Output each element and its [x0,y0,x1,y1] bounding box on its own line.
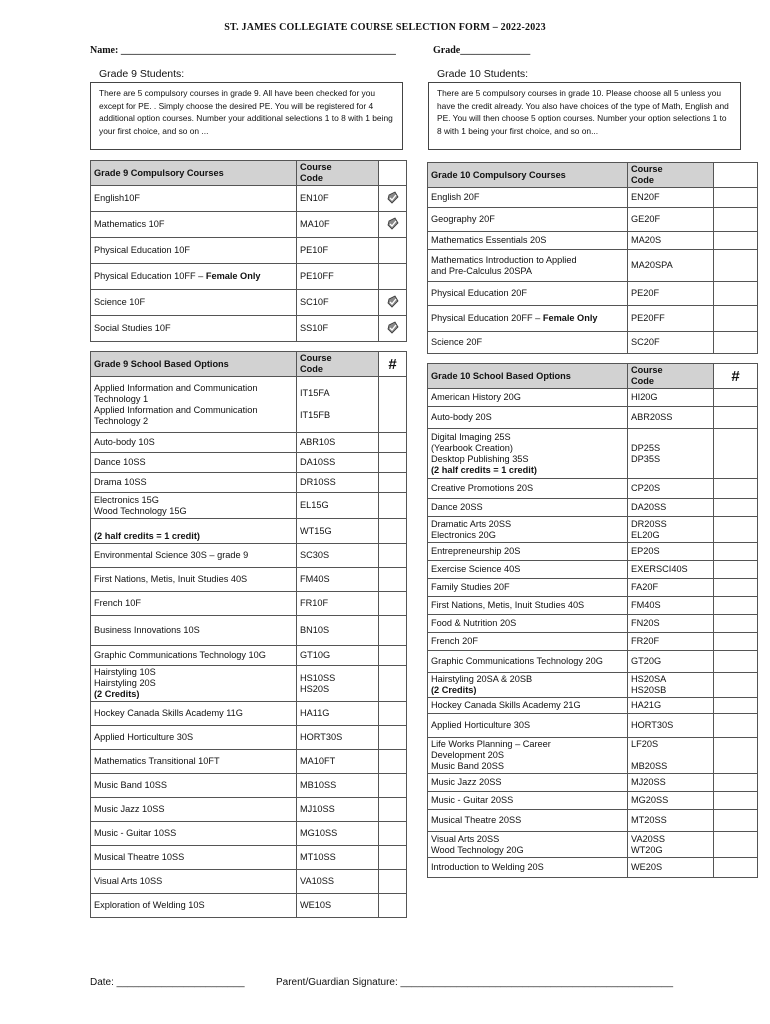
course-name: Applied Horticulture 30S [428,714,628,738]
course-code: HA21G [628,698,714,714]
options-header-row [428,364,758,389]
course-name: Music Band 10SS [91,774,297,798]
course-code: PE20FF [628,306,714,332]
option-row [91,519,407,544]
course-name: Auto-body 20S [428,407,628,429]
compulsory-header-row [428,163,758,188]
course-name: French 20F [428,633,628,651]
course-code: EN20F [628,188,714,208]
option-row [428,832,758,858]
compulsory-row [428,282,758,306]
course-code: MA10F [297,212,379,238]
course-name: Mathematics Introduction to Applied and Pre-Calculus 20SPA [428,250,628,282]
rank-input[interactable] [379,702,407,726]
course-name: Science 20F [428,332,628,354]
option-row [91,666,407,702]
compulsory-row [428,208,758,232]
rank-input[interactable] [714,517,758,543]
option-row [91,822,407,846]
option-row [91,798,407,822]
course-code: FR10F [297,592,379,616]
selection-box[interactable] [714,232,758,250]
course-code: FM40S [297,568,379,592]
options-header-row [91,352,407,377]
course-name: Hockey Canada Skills Academy 11G [91,702,297,726]
course-name: Music Jazz 10SS [91,798,297,822]
course-code: PE10F [297,238,379,264]
rank-input[interactable] [714,810,758,832]
option-row [91,750,407,774]
course-code: FR20F [628,633,714,651]
selection-box[interactable] [379,290,407,316]
option-row [91,433,407,453]
course-name: Mathematics Transitional 10FT [91,750,297,774]
grade10-heading: Grade 10 Students: [437,68,529,80]
course-code: EN10F [297,186,379,212]
course-name: Hockey Canada Skills Academy 21G [428,698,628,714]
course-code: HA11G [297,702,379,726]
course-code: DR20SS EL20G [628,517,714,543]
option-row [91,870,407,894]
course-name: Musical Theatre 20SS [428,810,628,832]
option-row [428,714,758,738]
course-name: Dramatic Arts 20SS Electronics 20G [428,517,628,543]
course-name: Hairstyling 20SA & 20SB (2 Credits) [428,673,628,698]
course-code: HORT30S [297,726,379,750]
selection-box[interactable] [714,282,758,306]
grade9-heading: Grade 9 Students: [99,68,185,80]
course-name: Mathematics 10F [91,212,297,238]
option-row [91,894,407,918]
course-name: Food & Nutrition 20S [428,615,628,633]
compulsory-row [91,212,407,238]
compulsory-row [91,316,407,342]
rank-input[interactable] [379,493,407,519]
option-row [428,633,758,651]
option-row [428,698,758,714]
signature-field[interactable]: Parent/Guardian Signature: _________________________________________________ [276,977,674,988]
course-code: FA20F [628,579,714,597]
course-name: Social Studies 10F [91,316,297,342]
course-name: Drama 10SS [91,473,297,493]
grade10-instructions: There are 5 compulsory courses in grade 10. Please choose all 5 unless you have the credit already. You also have choices of the type of Math, English and PE. You will then choose 5 option courses. Number your option selections 1 to 8 with 1 being your first choice, and so on... [428,82,741,150]
rank-input[interactable] [714,832,758,858]
course-code: MT10SS [297,846,379,870]
compulsory-header: Grade 9 Compulsory Courses [91,161,297,186]
checkmark-icon [386,191,400,205]
course-code: EL15G [297,493,379,519]
course-name: Dance 10SS [91,453,297,473]
rank-input[interactable] [379,646,407,666]
rank-input[interactable] [379,798,407,822]
grade-field[interactable]: Grade______________ [433,45,531,56]
course-code: WE20S [628,858,714,878]
course-code: BN10S [297,616,379,646]
selection-box[interactable] [714,332,758,354]
selection-box[interactable] [379,264,407,290]
option-row [428,792,758,810]
course-name: Family Studies 20F [428,579,628,597]
course-code: SC30S [297,544,379,568]
code-header: Course Code [297,352,379,377]
course-name: Graphic Communications Technology 20G [428,651,628,673]
rank-input[interactable] [379,473,407,493]
course-code: GE20F [628,208,714,232]
compulsory-row [91,264,407,290]
option-row [428,499,758,517]
course-code: MA20SPA [628,250,714,282]
course-code: HS10SS HS20S [297,666,379,702]
compulsory-row [428,332,758,354]
selection-box[interactable] [714,188,758,208]
course-code: VA10SS [297,870,379,894]
course-code: MA20S [628,232,714,250]
rank-input[interactable] [714,429,758,479]
option-row [91,846,407,870]
option-row [91,473,407,493]
option-row [428,579,758,597]
course-code: DR10SS [297,473,379,493]
grade9-instructions: There are 5 compulsory courses in grade 9. All have been checked for you except for PE. . Simply choose the desired PE. You will be registered for 4 additional option courses. Number your additional selections 1 to 8 with 1 being your first choice, and so on ... [90,82,403,150]
option-row [428,543,758,561]
rank-input[interactable] [714,858,758,878]
course-code: WE10S [297,894,379,918]
selection-box[interactable] [714,208,758,232]
grade9-course-table [90,160,407,918]
option-row [91,493,407,519]
course-code: DA20SS [628,499,714,517]
course-name: Electronics 15G Wood Technology 15G [91,493,297,519]
rank-input[interactable] [714,407,758,429]
option-row [428,673,758,698]
course-name: Hairstyling 10S Hairstyling 20S (2 Credits) [91,666,297,702]
checkmark-icon [386,321,400,335]
course-code: LF20S MB20SS [628,738,714,774]
course-name: Musical Theatre 10SS [91,846,297,870]
option-row [91,726,407,750]
selection-box[interactable] [714,250,758,282]
rank-input[interactable] [379,726,407,750]
rank-input[interactable] [379,822,407,846]
course-code: MB10SS [297,774,379,798]
option-row [91,616,407,646]
rank-input[interactable] [714,633,758,651]
code-header: Course Code [628,163,714,188]
course-name: Physical Education 10FF – Female Only [91,264,297,290]
rank-input[interactable] [379,774,407,798]
option-row [91,774,407,798]
course-code: ABR20SS [628,407,714,429]
course-name: (2 half credits = 1 credit) [91,519,297,544]
rank-input[interactable] [714,774,758,792]
course-name: Entrepreneurship 20S [428,543,628,561]
option-row [91,453,407,473]
course-name: Mathematics Essentials 20S [428,232,628,250]
compulsory-row [91,290,407,316]
course-code: HS20SA HS20SB [628,673,714,698]
checkmark-icon [386,295,400,309]
course-code: MJ20SS [628,774,714,792]
rank-input[interactable] [379,894,407,918]
course-code: FM40S [628,597,714,615]
compulsory-row [428,306,758,332]
course-name: English10F [91,186,297,212]
course-code: ABR10S [297,433,379,453]
form-title: ST. JAMES COLLEGIATE COURSE SELECTION FORM – 2022-2023 [224,22,546,33]
option-row [91,544,407,568]
course-name: Physical Education 20F [428,282,628,306]
course-code: VA20SS WT20G [628,832,714,858]
course-name: Applied Horticulture 30S [91,726,297,750]
rank-input[interactable] [379,519,407,544]
course-code: PE20F [628,282,714,306]
option-row [91,568,407,592]
course-name: Environmental Science 30S – grade 9 [91,544,297,568]
rank-input[interactable] [379,377,407,433]
rank-input[interactable] [714,479,758,499]
rank-input[interactable] [379,568,407,592]
option-row [428,389,758,407]
option-row [91,592,407,616]
option-row [428,407,758,429]
course-name: First Nations, Metis, Inuit Studies 40S [428,597,628,615]
rank-header: # [379,352,407,377]
date-field[interactable]: Date: _______________________ [90,977,245,988]
rank-input[interactable] [379,544,407,568]
option-row [428,858,758,878]
rank-input[interactable] [379,666,407,702]
course-code: MG10SS [297,822,379,846]
options-header: Grade 9 School Based Options [91,352,297,377]
compulsory-header-row [91,161,407,186]
course-code: EP20S [628,543,714,561]
option-row [428,517,758,543]
course-name: Music Jazz 20SS [428,774,628,792]
compulsory-row [91,238,407,264]
compulsory-header: Grade 10 Compulsory Courses [428,163,628,188]
course-name: Science 10F [91,290,297,316]
course-code: MT20SS [628,810,714,832]
course-name: Life Works Planning – Career Development 20S Music Band 20SS [428,738,628,774]
course-code: EXERSCI40S [628,561,714,579]
course-name: Introduction to Welding 20S [428,858,628,878]
rank-input[interactable] [714,597,758,615]
selection-box[interactable] [379,186,407,212]
course-code: WT15G [297,519,379,544]
course-name: Music - Guitar 10SS [91,822,297,846]
course-name: Visual Arts 10SS [91,870,297,894]
course-name: Business Innovations 10S [91,616,297,646]
course-code: CP20S [628,479,714,499]
course-name: American History 20G [428,389,628,407]
option-row [91,377,407,433]
course-name: Geography 20F [428,208,628,232]
rank-input[interactable] [714,543,758,561]
rank-input[interactable] [379,592,407,616]
course-code: GT10G [297,646,379,666]
option-row [428,429,758,479]
course-code: SS10F [297,316,379,342]
option-row [428,479,758,499]
rank-input[interactable] [714,561,758,579]
rank-input[interactable] [714,499,758,517]
selection-box[interactable] [379,238,407,264]
rank-input[interactable] [714,698,758,714]
course-code: PE10FF [297,264,379,290]
course-name: English 20F [428,188,628,208]
option-row [91,702,407,726]
course-code: SC20F [628,332,714,354]
rank-input[interactable] [714,389,758,407]
rank-input[interactable] [714,651,758,673]
course-code: SC10F [297,290,379,316]
rank-input[interactable] [714,673,758,698]
option-row [428,774,758,792]
course-code: MA10FT [297,750,379,774]
course-name: Physical Education 10F [91,238,297,264]
course-name: Digital Imaging 25S (Yearbook Creation) Desktop Publishing 35S (2 half credits = 1 credit) [428,429,628,479]
compulsory-row [91,186,407,212]
option-row [428,615,758,633]
rank-input[interactable] [714,714,758,738]
course-name: Auto-body 10S [91,433,297,453]
course-code: MG20SS [628,792,714,810]
selection-box[interactable] [379,212,407,238]
rank-input[interactable] [714,738,758,774]
rank-input[interactable] [714,579,758,597]
options-header: Grade 10 School Based Options [428,364,628,389]
rank-input[interactable] [714,615,758,633]
course-code: FN20S [628,615,714,633]
course-name: Physical Education 20FF – Female Only [428,306,628,332]
selection-box[interactable] [714,306,758,332]
option-row [91,646,407,666]
rank-input[interactable] [379,616,407,646]
rank-input[interactable] [379,453,407,473]
course-code: DA10SS [297,453,379,473]
course-code: MJ10SS [297,798,379,822]
option-row [428,738,758,774]
option-row [428,597,758,615]
code-header: Course Code [297,161,379,186]
course-code: GT20G [628,651,714,673]
rank-input[interactable] [379,750,407,774]
rank-header: # [714,364,758,389]
name-field[interactable]: Name: _______________________________________________________ [90,45,396,56]
course-name: Exercise Science 40S [428,561,628,579]
compulsory-row [428,232,758,250]
course-code: DP25S DP35S [628,429,714,479]
course-name: French 10F [91,592,297,616]
rank-input[interactable] [379,433,407,453]
option-row [428,561,758,579]
course-name: Music - Guitar 20SS [428,792,628,810]
course-name: Graphic Communications Technology 10G [91,646,297,666]
option-row [428,810,758,832]
course-code: HORT30S [628,714,714,738]
rank-input[interactable] [714,792,758,810]
rank-input[interactable] [379,846,407,870]
course-code: IT15FA IT15FB [297,377,379,433]
course-name: Applied Information and Communication Technology 1 Applied Information and Communication Technology 2 [91,377,297,433]
grade10-course-table [427,162,758,878]
course-name: Dance 20SS [428,499,628,517]
checkmark-icon [386,217,400,231]
selection-box[interactable] [379,316,407,342]
course-name: Creative Promotions 20S [428,479,628,499]
course-name: Visual Arts 20SS Wood Technology 20G [428,832,628,858]
rank-input[interactable] [379,870,407,894]
course-name: First Nations, Metis, Inuit Studies 40S [91,568,297,592]
code-header: Course Code [628,364,714,389]
compulsory-row [428,250,758,282]
option-row [428,651,758,673]
course-name: Exploration of Welding 10S [91,894,297,918]
compulsory-row [428,188,758,208]
course-code: HI20G [628,389,714,407]
